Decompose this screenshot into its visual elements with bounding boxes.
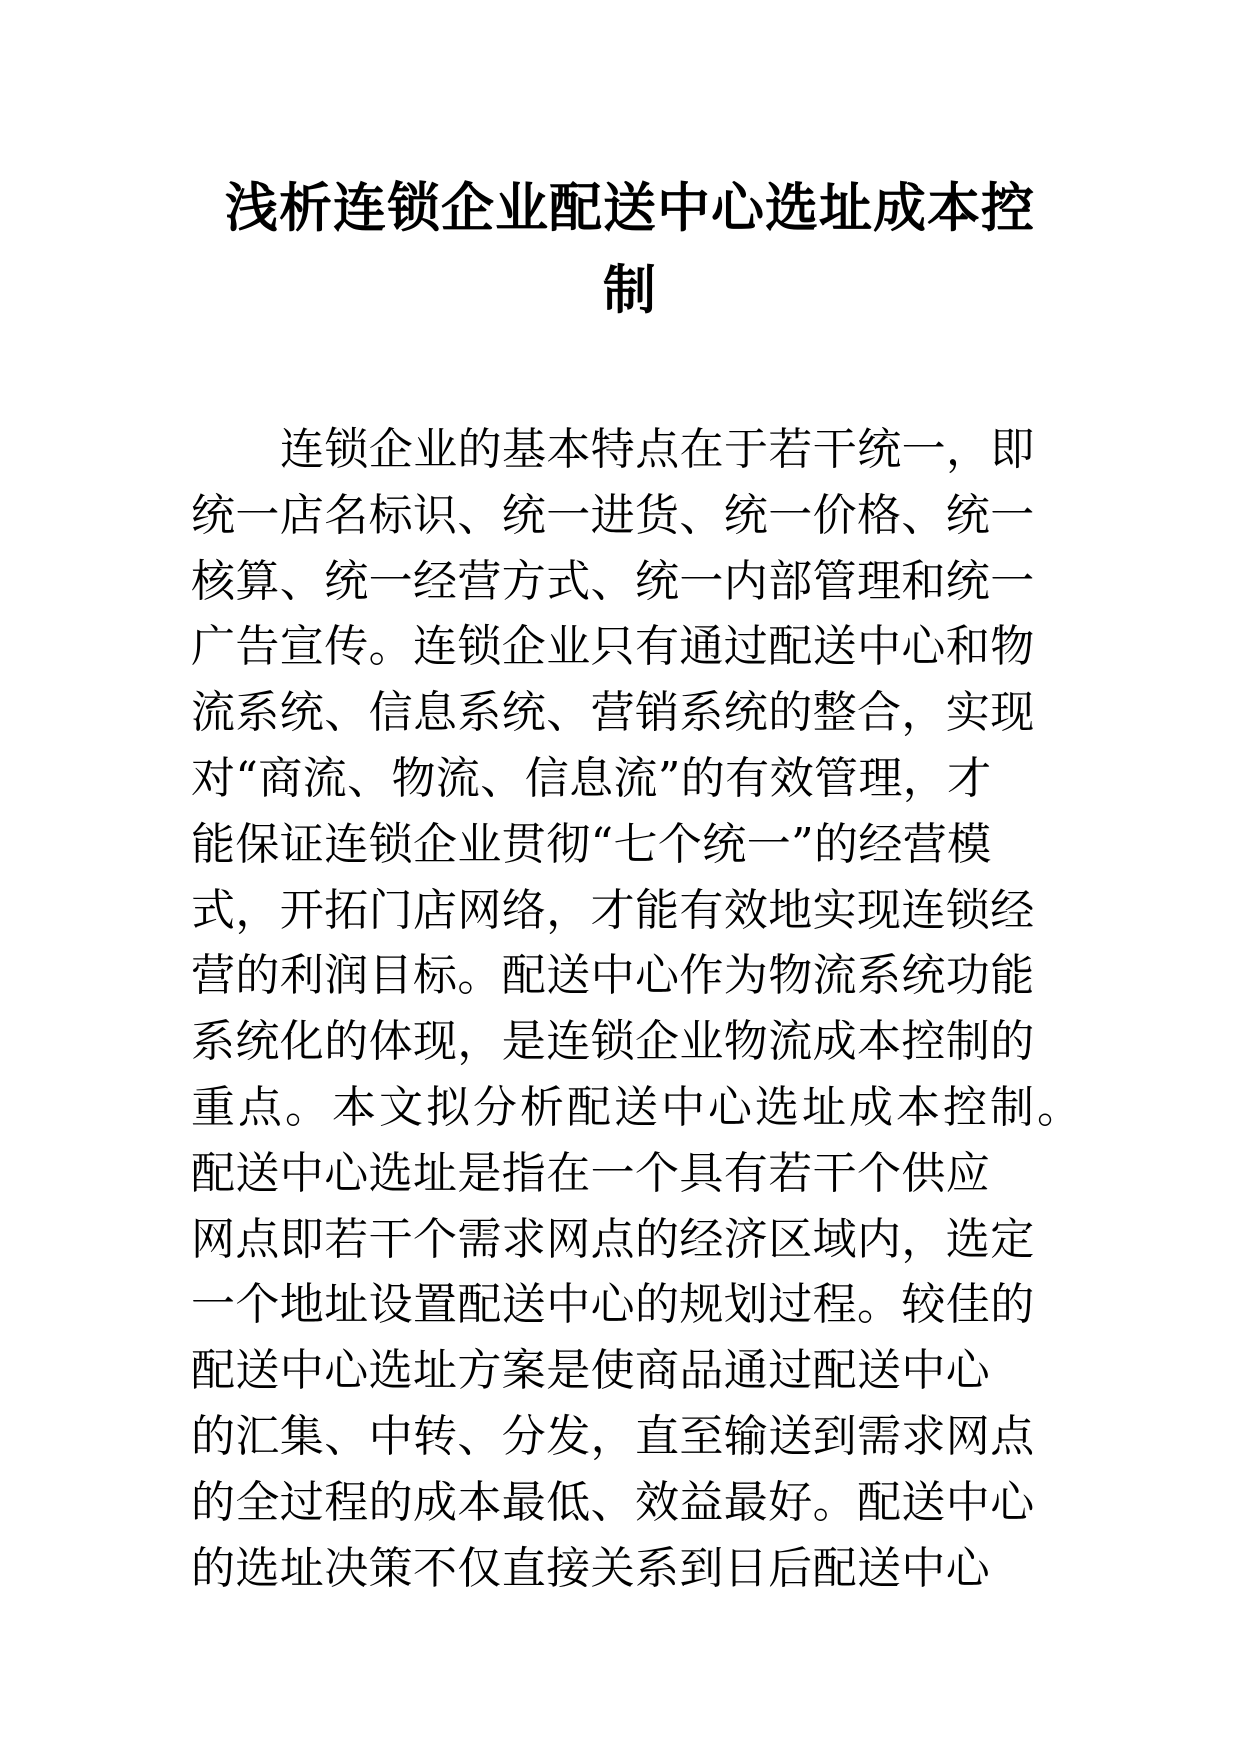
body-line: 式，开拓门店网络，才能有效地实现连锁经 [191, 884, 1035, 936]
document-title [190, 168, 1070, 332]
body-line: 能保证连锁企业贯彻“七个统一”的经营模 [191, 818, 992, 870]
body-line: 一个地址设置配送中心的规划过程。较佳的 [191, 1279, 1035, 1331]
body-line: 核算、统一经营方式、统一内部管理和统一 [191, 555, 1035, 607]
body-text [191, 417, 1091, 1601]
body-line: 营的利润目标。配送中心作为物流系统功能 [191, 950, 1035, 1002]
body-line: 广告宣传。连锁企业只有通过配送中心和物 [191, 621, 1035, 673]
body-line: 的全过程的成本最低、效益最好。配送中心 [191, 1476, 1035, 1528]
body-line: 的选址决策不仅直接关系到日后配送中心 [191, 1542, 991, 1594]
body-line: 连锁企业的基本特点在于若干统一，即 [280, 424, 1035, 475]
body-line: 的汇集、中转、分发，直至输送到需求网点 [191, 1410, 1035, 1462]
body-line: 重点。本文拟分析配送中心选址成本控制。 [191, 1081, 1084, 1133]
body-line: 系统化的体现，是连锁企业物流成本控制的 [191, 1016, 1035, 1068]
body-line: 网点即若干个需求网点的经济区域内，选定 [191, 1213, 1035, 1265]
title-line-1: 浅析连锁企业配送中心选址成本控 [225, 178, 1035, 239]
body-line: 流系统、信息系统、营销系统的整合，实现 [191, 687, 1035, 739]
body-line: 配送中心选址方案是使商品通过配送中心 [191, 1345, 991, 1397]
body-line: 统一店名标识、统一进货、统一价格、统一 [191, 489, 1035, 541]
title-line-2: 制 [603, 260, 657, 321]
body-line: 配送中心选址是指在一个具有若干个供应 [191, 1147, 991, 1199]
body-line: 对“商流、物流、信息流”的有效管理，才 [191, 752, 992, 804]
